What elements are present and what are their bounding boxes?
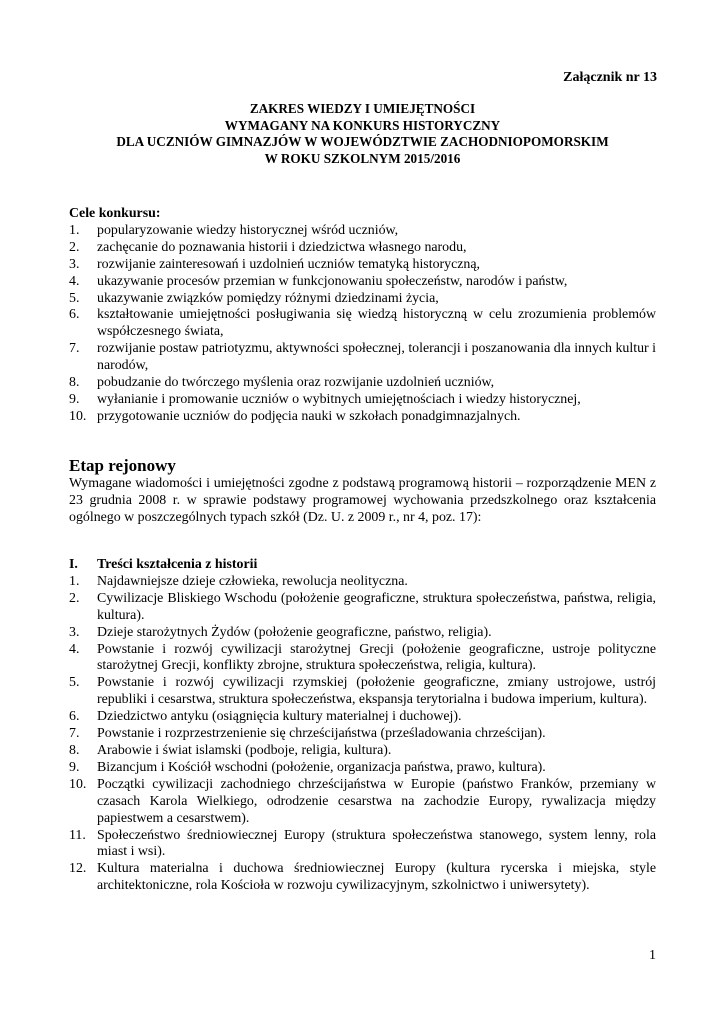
list-item: [69, 223, 656, 240]
item-number: 6.: [69, 709, 80, 725]
item-number: 6.: [69, 307, 80, 323]
item-text: Początki cywilizacji zachodniego chrześcijaństwa w Europie (państwo Franków, przemiany w czasach Karola Wielkiego, odrodzenie cesarstwa na zachodzie Europy, rywalizacja między papiestwem a cesarstwem).: [97, 776, 656, 826]
item-number: 5.: [69, 675, 80, 691]
section-title: Treści kształcenia z historii: [97, 557, 258, 572]
title-line: ZAKRES WIEDZY I UMIEJĘTNOŚCI: [249, 101, 476, 116]
list-item: [69, 341, 656, 375]
item-text: Arabowie i świat islamski (podboje, religia, kultura).: [97, 742, 392, 758]
item-text: przygotowanie uczniów do podjęcia nauki w szkołach ponadgimnazjalnych.: [97, 408, 521, 424]
item-number: 10.: [69, 776, 87, 792]
list-item: [69, 726, 656, 743]
list-item: [69, 743, 656, 760]
item-number: 2.: [69, 590, 80, 606]
goals-heading: Cele konkursu:: [69, 206, 161, 221]
item-text: Cywilizacje Bliskiego Wschodu (położenie geograficzne, struktura społeczeństwa, państwa, religia, kultura).: [97, 590, 656, 623]
item-text: Bizancjum i Kościół wschodni (położenie, organizacja państwa, prawo, kultura).: [97, 759, 546, 775]
item-text: Powstanie i rozwój cywilizacji rzymskiej (położenie geograficzne, zmiany ustrojowe, ustrój republiki i cesarstwa, struktura społeczeństwa, ekspansja terytorialna i budowa imperium, kultura).: [97, 675, 656, 708]
item-number: 5.: [69, 290, 80, 306]
document-title: [60, 101, 665, 167]
item-text: Powstanie i rozprzestrzenienie się chrześcijaństwa (prześladowania chrześcijan).: [97, 726, 546, 742]
list-item: [69, 574, 656, 591]
item-number: 8.: [69, 742, 80, 758]
item-text: rozwijanie postaw patriotyzmu, aktywności społecznej, tolerancji i poszanowania dla innych kultur i narodów,: [97, 341, 656, 374]
page-number: 1: [649, 948, 656, 963]
item-number: 11.: [69, 827, 86, 843]
list-item: [69, 828, 656, 862]
item-number: 4.: [69, 273, 80, 289]
item-number: 7.: [69, 341, 80, 357]
item-number: 4.: [69, 641, 80, 657]
item-number: 2.: [69, 239, 80, 255]
title-line: DLA UCZNIÓW GIMNAZJÓW W WOJEWÓDZTWIE ZACHODNIOPOMORSKIM: [116, 134, 609, 149]
list-item: [69, 675, 656, 709]
list-item: [69, 375, 656, 392]
section-heading: [69, 557, 656, 574]
item-text: Dzieje starożytnych Żydów (położenie geograficzne, państwo, religia).: [97, 624, 492, 640]
content-list: [69, 574, 656, 895]
item-number: 9.: [69, 391, 80, 407]
list-item: [69, 591, 656, 625]
item-text: ukazywanie procesów przemian w funkcjonowaniu społeczeństw, narodów i państw,: [97, 273, 568, 289]
title-line: W ROKU SZKOLNYM 2015/2016: [264, 150, 461, 166]
item-text: pobudzanie do twórczego myślenia oraz rozwijanie uzdolnień uczniów,: [97, 375, 495, 391]
list-item: [69, 291, 656, 308]
list-item: [69, 274, 656, 291]
goals-list: [69, 223, 656, 426]
item-text: popularyzowanie wiedzy historycznej wśród uczniów,: [97, 222, 399, 238]
item-text: Powstanie i rozwój cywilizacji starożytnej Grecji (położenie geograficzne, ustroje polityczne starożytnej Grecji, konflikty zbrojne, struktura społeczeństwa, religia, kultura).: [97, 641, 656, 674]
item-text: Społeczeństwo średniowiecznej Europy (struktura społeczeństwa stanowego, system lenny, rola miast i wsi).: [97, 827, 656, 860]
list-item: [69, 777, 656, 828]
item-number: 12.: [69, 861, 87, 877]
item-text: kształtowanie umiejętności posługiwania się wiedzą historyczną w celu zrozumienia problemów współczesnego świata,: [97, 307, 656, 340]
list-item: [69, 642, 656, 676]
list-item: [69, 861, 656, 895]
stage-intro: Wymagane wiadomości i umiejętności zgodne z podstawą programową historii – rozporządzenie MEN z 23 grudnia 2008 r. w sprawie podstawy programowej wychowania przedszkolnego oraz kształcenia ogólnego w poszczególnych typach szkół (Dz. U. z 2009 r., nr 4, poz. 17):: [69, 476, 656, 525]
list-item: [69, 760, 656, 777]
title-line: WYMAGANY NA KONKURS HISTORYCZNY: [224, 117, 501, 133]
item-text: Najdawniejsze dzieje człowieka, rewolucja neolityczna.: [97, 573, 408, 589]
item-number: 7.: [69, 726, 80, 742]
item-text: Kultura materialna i duchowa średniowiecznej Europy (kultura rycerska i miejska, style architektoniczne, rola Kościoła w rozwoju cywilizacyjnym, szkolnictwo i uniwersytety).: [97, 861, 656, 894]
item-text: ukazywanie związków pomiędzy różnymi dziedzinami życia,: [97, 290, 439, 306]
item-text: wyłanianie i promowanie uczniów o wybitnych umiejętnościach i wiedzy historycznej,: [97, 391, 581, 407]
list-item: [69, 307, 656, 341]
item-number: 1.: [69, 573, 80, 589]
list-item: [69, 709, 656, 726]
list-item: [69, 257, 656, 274]
item-number: 10.: [69, 408, 87, 424]
annex-label: Załącznik nr 13: [563, 70, 657, 85]
goals-section: [69, 206, 656, 426]
section-content: [69, 557, 656, 895]
section-roman-number: I.: [69, 557, 78, 572]
item-number: 3.: [69, 256, 80, 272]
item-text: zachęcanie do poznawania historii i dziedzictwa własnego narodu,: [97, 239, 467, 255]
list-item: [69, 625, 656, 642]
item-text: rozwijanie zainteresowań i uzdolnień uczniów tematyką historyczną,: [97, 256, 481, 272]
list-item: [69, 392, 656, 409]
item-number: 3.: [69, 624, 80, 640]
list-item: [69, 240, 656, 257]
item-number: 9.: [69, 759, 80, 775]
list-item: [69, 409, 656, 426]
stage-heading: Etap rejonowy: [69, 456, 176, 475]
item-number: 1.: [69, 222, 80, 238]
item-text: Dziedzictwo antyku (osiągnięcia kultury materialnej i duchowej).: [97, 709, 462, 725]
item-number: 8.: [69, 375, 80, 391]
